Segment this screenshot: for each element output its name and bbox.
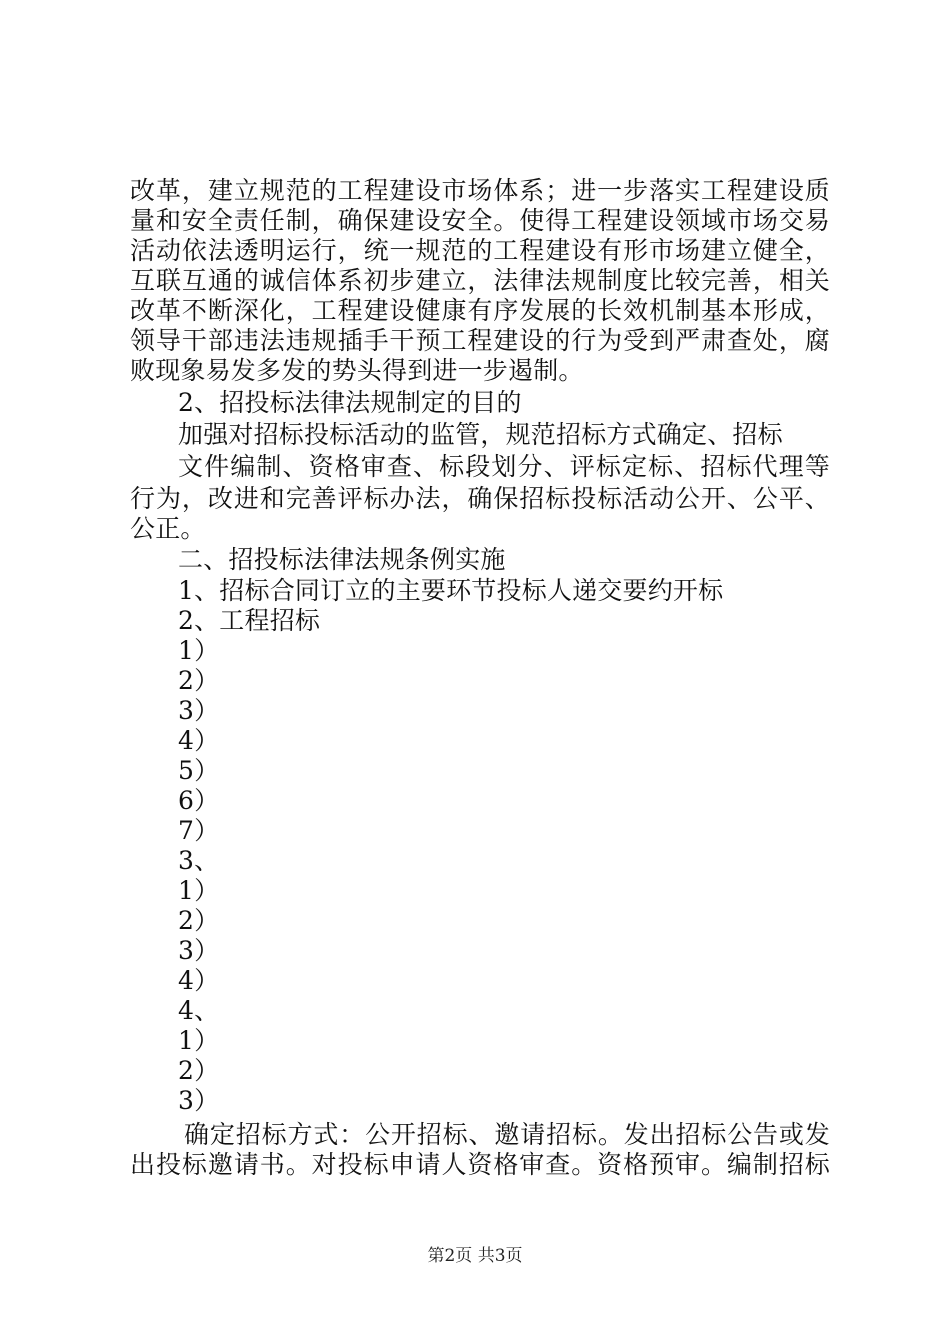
list-item: 5）: [178, 756, 220, 785]
list-item: 3、: [178, 846, 220, 875]
text-line: 量和安全责任制，确保建设安全。使得工程建设领域市场交易: [130, 206, 830, 235]
section-heading: 二、招投标法律法规条例实施: [178, 545, 506, 574]
list-item: 2）: [178, 666, 220, 695]
text-line: 败现象易发多发的势头得到进一步遏制。: [130, 356, 584, 385]
text-line: 确定招标方式：公开招标、邀请招标。发出招标公告或发: [184, 1120, 830, 1149]
list-item: 1）: [178, 876, 220, 905]
section-heading: 2、招投标法律法规制定的目的: [178, 388, 522, 417]
text-line: 出投标邀请书。对投标申请人资格审查。资格预审。编制招标: [130, 1150, 830, 1179]
text-line: 改革不断深化，工程建设健康有序发展的长效机制基本形成，: [130, 296, 830, 325]
text-line: 改革，建立规范的工程建设市场体系；进一步落实工程建设质: [130, 176, 830, 205]
text-line: 文件编制、资格审查、标段划分、评标定标、招标代理等: [178, 452, 830, 481]
text-line: 公正。: [130, 514, 206, 543]
list-item: 3）: [178, 696, 220, 725]
list-item: 3）: [178, 1086, 220, 1115]
page-number: 第2页 共3页: [427, 1246, 523, 1266]
text-line: 领导干部违法违规插手干预工程建设的行为受到严肃查处，腐: [130, 326, 830, 355]
list-item: 4、: [178, 996, 220, 1025]
list-item: 3）: [178, 936, 220, 965]
list-item: 2）: [178, 906, 220, 935]
text-line: 互联互通的诚信体系初步建立，法律法规制度比较完善，相关: [130, 266, 830, 295]
list-item: 1）: [178, 1026, 220, 1055]
text-line: 2、工程招标: [178, 606, 321, 635]
list-item: 2）: [178, 1056, 220, 1085]
list-item: 4）: [178, 966, 220, 995]
list-item: 6）: [178, 786, 220, 815]
list-item: 4）: [178, 726, 220, 755]
text-line: 行为，改进和完善评标办法，确保招标投标活动公开、公平、: [130, 484, 830, 513]
text-line: 加强对招标投标活动的监管，规范招标方式确定、招标: [178, 420, 783, 449]
list-item: 7）: [178, 816, 220, 845]
text-line: 活动依法透明运行，统一规范的工程建设有形市场建立健全，: [130, 236, 830, 265]
list-item: 1）: [178, 636, 220, 665]
text-line: 1、招标合同订立的主要环节投标人递交要约开标: [178, 576, 724, 605]
